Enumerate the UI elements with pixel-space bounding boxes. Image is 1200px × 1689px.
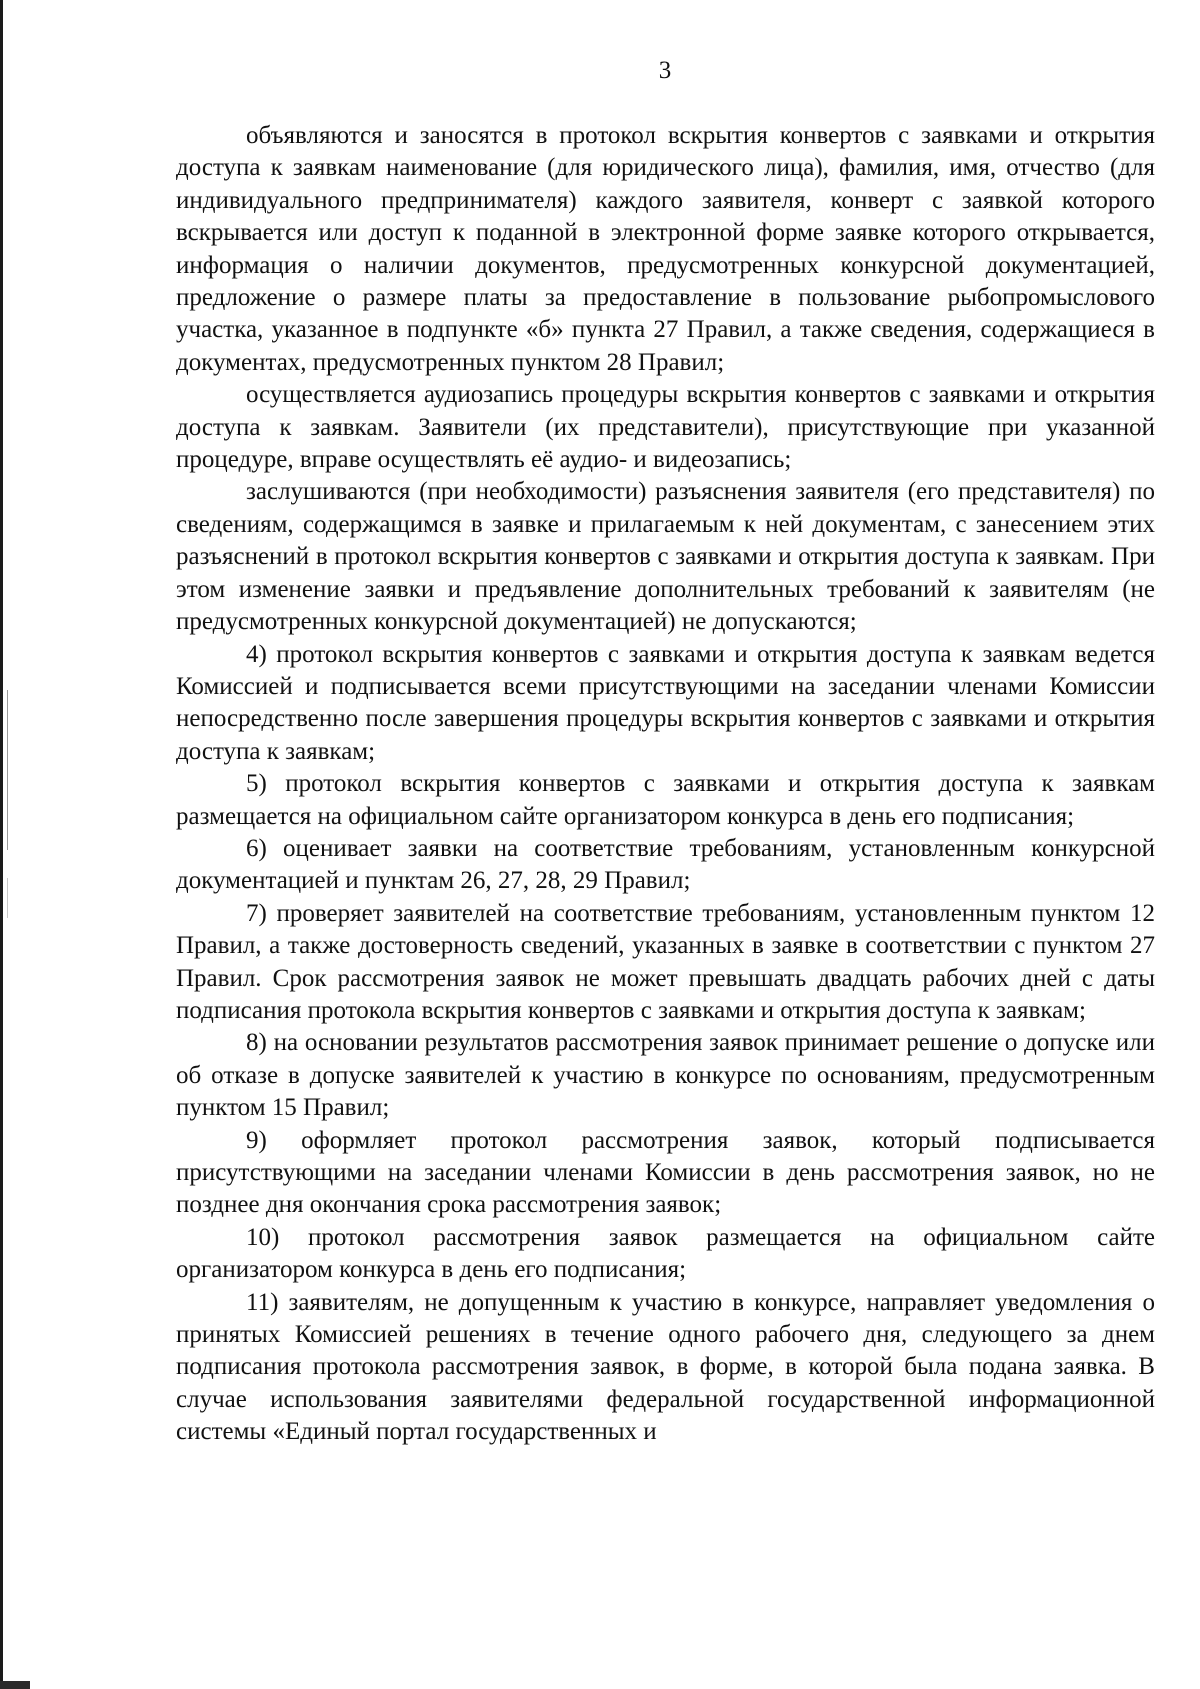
paragraph-5: 5) протокол вскрытия конвертов с заявками и открытия доступа к заявкам размещается на официальном сайте организатором конкурса в день его подписания;: [176, 770, 1155, 830]
document-body: [176, 120, 1155, 1449]
paragraph-2: осуществляется аудиозапись процедуры вскрытия конвертов с заявками и открытия доступа к заявкам. Заявители (их представители), присутствующие при указанной процедуре, вправе осуществлять её аудио- и видеозапись;: [176, 381, 1155, 474]
paragraph-7: 7) проверяет заявителей на соответствие требованиям, установленным пунктом 12 Правил, а также достоверность сведений, указанных в заявке в соответствии с пунктом 27 Правил. Срок рассмотрения заявок не может превышать двадцать рабочих дней с даты подписания протокола вскрытия конвертов с заявками и открытия доступа к заявкам;: [176, 899, 1155, 1024]
paragraph-10: 10) протокол рассмотрения заявок размещается на официальном сайте организатором конкурса в день его подписания;: [176, 1223, 1155, 1284]
scan-corner-mark: [0, 1681, 30, 1689]
paragraph-6: 6) оценивает заявки на соответствие требованиям, установленным конкурсной документацией и пунктам 26, 27, 28, 29 Правил;: [176, 834, 1155, 895]
scan-left-edge: [0, 0, 3, 1689]
scan-artifact-line: [7, 878, 8, 918]
paragraph-3: заслушиваются (при необходимости) разъяснения заявителя (его представителя) по сведениям, содержащимся в заявке и прилагаемым к ней документам, с занесением этих разъяснений в протокол вскрытия конвертов с заявками и открытия доступа к заявкам. При этом изменение заявки и предъявление дополнительных требований к заявителям (не предусмотренных конкурсной документацией) не допускаются;: [176, 478, 1155, 636]
paragraph-9: 9) оформляет протокол рассмотрения заявок, который подписывается присутствующими на заседании членами Комиссии в день рассмотрения заявок, но не позднее дня окончания срока рассмотрения заявок;: [176, 1126, 1155, 1219]
paragraph-4: 4) протокол вскрытия конвертов с заявками и открытия доступа к заявкам ведется Комиссией и подписывается всеми присутствующими на заседании членами Комиссии непосредственно после завершения процедуры вскрытия конвертов с заявками и открытия доступа к заявкам;: [176, 640, 1155, 765]
page-number: 3: [658, 57, 672, 84]
scan-artifact-line: [7, 690, 8, 850]
paragraph-11: 11) заявителям, не допущенным к участию в конкурсе, направляет уведомления о принятых Комиссией решениях в течение одного рабочего дня, следующего за днем подписания протокола рассмотрения заявок, в форме, в которой была подана заявка. В случае использования заявителями федеральной государственной информационной системы «Единый портал государственных и: [176, 1288, 1155, 1446]
paragraph-8: 8) на основании результатов рассмотрения заявок принимает решение о допуске или об отказе в допуске заявителей к участию в конкурсе по основаниям, предусмотренным пунктом 15 Правил;: [176, 1029, 1155, 1122]
paragraph-1: объявляются и заносятся в протокол вскрытия конвертов с заявками и открытия доступа к заявкам наименование (для юридического лица), фамилия, имя, отчество (для индивидуального предпринимателя) каждого заявителя, конверт с заявкой которого вскрывается или доступ к поданной в электронной форме заявке которого открывается, информация о наличии документов, предусмотренных конкурсной документацией, предложение о размере платы за предоставление в пользование рыбопромыслового участка, указанное в подпункте «б» пункта 27 Правил, а также сведения, содержащиеся в документах, предусмотренных пунктом 28 Правил;: [176, 122, 1155, 376]
